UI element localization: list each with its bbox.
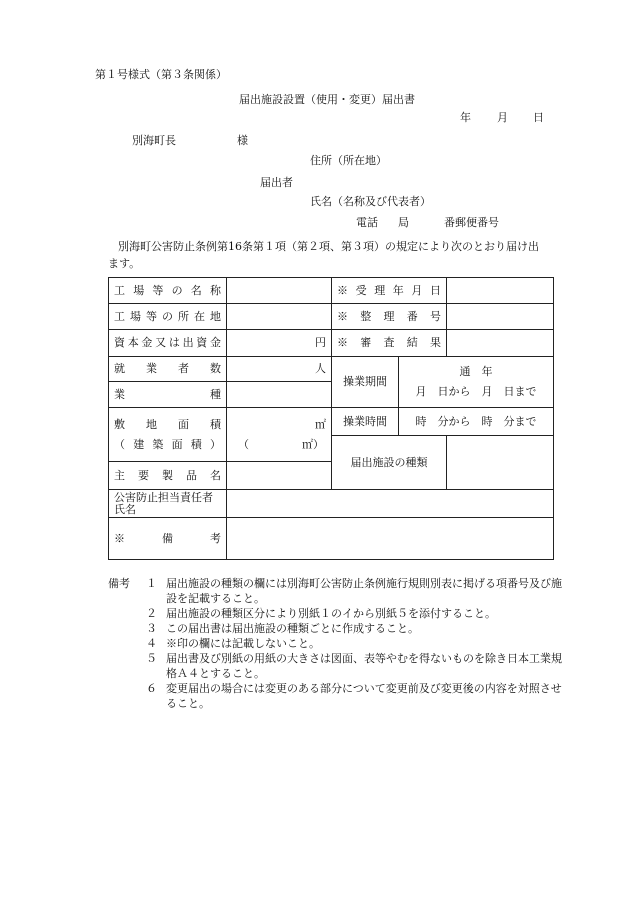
employees-unit: 人 (315, 362, 326, 375)
building-area-label: （建築面積） (114, 437, 221, 451)
notes-label: 備考 (108, 577, 130, 590)
manager-field[interactable] (227, 490, 554, 518)
notes-label (108, 651, 146, 681)
filing-number-field (447, 304, 554, 330)
manager-label-line1: 公害防止担当責任者 (114, 490, 213, 504)
note-text: この届出書は届出施設の種類ごとに作成すること。 (166, 622, 419, 635)
date-day: 日 (533, 111, 544, 124)
factory-name-label: 工場等の名称 (109, 278, 227, 304)
period-range: 月 日から 月 日まで (415, 385, 537, 398)
note-item (108, 576, 568, 606)
remarks-field[interactable] (227, 518, 554, 560)
note-number: ３ (146, 622, 157, 635)
notification-table (108, 277, 554, 560)
phone-label: 電話 (356, 216, 378, 229)
received-date-label: ※受理年月日 (332, 278, 447, 304)
date-month: 月 (497, 111, 508, 124)
site-area-label-cell (109, 408, 227, 462)
operation-hours-field[interactable]: 時 分から 時 分まで (399, 408, 554, 436)
address-label: 住所（所在地） (310, 154, 387, 167)
note-number: ２ (146, 607, 157, 620)
note-text: 変更届出の場合には変更のある部分について変更前及び変更後の内容を対照させること。 (166, 682, 562, 710)
note-text: 届出書及び別紙の用紙の大きさは図面、表等やむを得ないものを除き日本工業規格Ａ４とすること。 (166, 652, 562, 680)
note-number: １ (146, 577, 157, 590)
notes-label (108, 636, 146, 651)
intro-line-1: 別海町公害防止条例第16条第１項（第２項、第３項）の規定により次のとおり届け出 (118, 240, 539, 253)
note-text: 届出施設の種類区分により別紙１のイから別紙５を添付すること。 (166, 607, 496, 620)
note-item (108, 681, 568, 711)
factory-location-field[interactable] (227, 304, 332, 330)
note-item (108, 651, 568, 681)
note-item (108, 621, 568, 636)
form-number: 第１号様式（第３条関係） (95, 68, 227, 81)
industry-field[interactable] (227, 382, 332, 408)
notes-section (108, 576, 568, 711)
honorific: 様 (237, 134, 248, 147)
operation-period-label: 操業期間 (332, 357, 399, 408)
factory-name-field[interactable] (227, 278, 332, 304)
notifier-label: 届出者 (260, 176, 293, 189)
facility-type-label: 届出施設の種類 (332, 436, 447, 490)
addressee: 別海町長 (132, 134, 176, 147)
employees-field[interactable] (227, 357, 332, 382)
capital-field[interactable] (227, 330, 332, 357)
notes-label (108, 621, 146, 636)
note-number: ５ (146, 652, 157, 665)
note-text: ※印の欄には記載しないこと。 (166, 637, 320, 650)
facility-type-field[interactable] (447, 436, 554, 490)
operation-period-field[interactable] (399, 357, 554, 408)
site-area-unit: ㎡ (315, 417, 326, 431)
manager-label-line2: 氏名 (114, 502, 136, 516)
notes-label (108, 681, 146, 711)
period-year-round: 通 年 (459, 365, 493, 378)
phone-number-label: 番郵便番号 (444, 216, 499, 229)
main-products-field[interactable] (227, 462, 332, 490)
building-area-unit: ㎡） (302, 437, 324, 451)
phone-exchange: 局 (398, 216, 409, 229)
factory-location-label: 工場等の所在地 (109, 304, 227, 330)
filing-number-label: ※整理番号 (332, 304, 447, 330)
inspection-result-field (447, 330, 554, 357)
site-area-label: 敷地面積 (114, 417, 221, 431)
note-item (108, 636, 568, 651)
notes-label (108, 606, 146, 621)
manager-label (109, 490, 227, 518)
date-year: 年 (460, 111, 471, 124)
remarks-label: ※備考 (109, 518, 227, 560)
capital-label: 資本金又は出資金 (109, 330, 227, 357)
form-title: 届出施設設置（使用・変更）届出書 (239, 93, 415, 106)
received-date-field (447, 278, 554, 304)
operation-hours-label: 操業時間 (332, 408, 399, 436)
note-text: 届出施設の種類の欄には別海町公害防止条例施行規則別表に掲げる項番号及び施設を記載すること。 (166, 577, 562, 605)
building-area-open: （ (238, 437, 249, 451)
capital-unit: 円 (315, 336, 326, 349)
main-products-label: 主要製品名 (109, 462, 227, 490)
note-number: ４ (146, 637, 157, 650)
note-item (108, 606, 568, 621)
note-number: ６ (146, 682, 157, 695)
employees-label: 就業者数 (109, 357, 227, 382)
inspection-result-label: ※審査結果 (332, 330, 447, 357)
site-area-field[interactable] (227, 408, 332, 462)
intro-line-2: ます。 (108, 257, 141, 270)
industry-label: 業種 (109, 382, 227, 408)
name-label: 氏名（名称及び代表者） (310, 195, 431, 208)
